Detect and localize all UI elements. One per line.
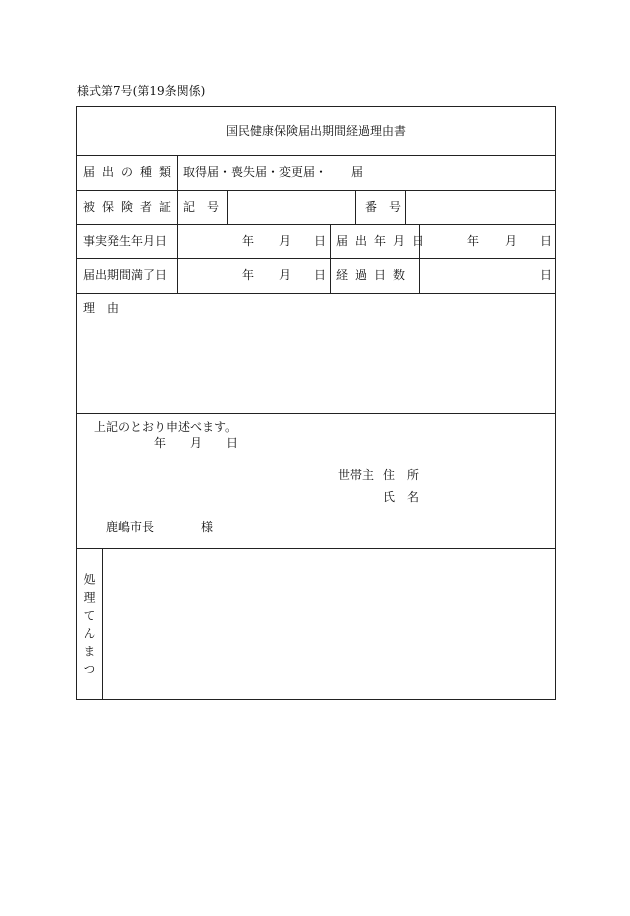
row-divider bbox=[77, 258, 555, 259]
number-label: 番 号 bbox=[365, 200, 402, 214]
occurrence-date-label: 事実発生年月日 bbox=[83, 234, 168, 248]
processing-label: 処理てんまつ bbox=[82, 573, 96, 681]
occurrence-year-unit: 年 bbox=[242, 234, 255, 248]
addressee: 鹿嶋市長 bbox=[106, 520, 155, 534]
row-divider bbox=[77, 293, 555, 294]
symbol-field[interactable] bbox=[228, 191, 354, 223]
address-label: 住 所 bbox=[383, 468, 420, 482]
honorific: 様 bbox=[201, 520, 214, 534]
deadline-date-label: 届出期間満了日 bbox=[83, 268, 168, 282]
elapsed-days-unit: 日 bbox=[540, 268, 553, 282]
householder-label: 世帯主 bbox=[338, 468, 375, 482]
column-divider bbox=[355, 190, 356, 224]
declaration-day-unit: 日 bbox=[226, 436, 239, 450]
row-divider bbox=[77, 224, 555, 225]
column-divider bbox=[330, 224, 331, 293]
form-title: 国民健康保険届出期間経過理由書 bbox=[225, 124, 406, 138]
occurrence-day-unit: 日 bbox=[314, 234, 327, 248]
filing-date-label: 届出年月日 bbox=[336, 234, 432, 248]
occurrence-month-unit: 月 bbox=[279, 234, 292, 248]
reason-form-table bbox=[76, 106, 556, 700]
filing-day-unit: 日 bbox=[540, 234, 553, 248]
reason-field[interactable] bbox=[78, 319, 554, 411]
number-field[interactable] bbox=[406, 191, 555, 223]
processing-label-divider bbox=[102, 548, 103, 700]
deadline-year-unit: 年 bbox=[242, 268, 255, 282]
name-label: 氏 名 bbox=[383, 490, 420, 504]
deadline-day-unit: 日 bbox=[314, 268, 327, 282]
deadline-month-unit: 月 bbox=[279, 268, 292, 282]
declaration-month-unit: 月 bbox=[190, 436, 203, 450]
row-divider bbox=[77, 155, 555, 156]
symbol-label: 記 号 bbox=[183, 200, 220, 214]
declaration-statement: 上記のとおり申述べます。 bbox=[94, 420, 238, 434]
row-divider bbox=[77, 413, 555, 414]
reason-label: 理 由 bbox=[83, 301, 120, 315]
notification-type-options: 取得届・喪失届・変更届・ 届 bbox=[183, 165, 364, 179]
filing-year-unit: 年 bbox=[467, 234, 480, 248]
filing-month-unit: 月 bbox=[505, 234, 518, 248]
processing-field[interactable] bbox=[104, 550, 554, 698]
form-number: 様式第7号(第19条関係) bbox=[77, 84, 206, 98]
notification-type-label: 届出の種類 bbox=[83, 165, 179, 179]
insurance-card-label: 被保険者証 bbox=[83, 200, 179, 214]
elapsed-days-label: 経過日数 bbox=[336, 268, 413, 282]
row-divider bbox=[77, 548, 555, 549]
declaration-year-unit: 年 bbox=[154, 436, 167, 450]
